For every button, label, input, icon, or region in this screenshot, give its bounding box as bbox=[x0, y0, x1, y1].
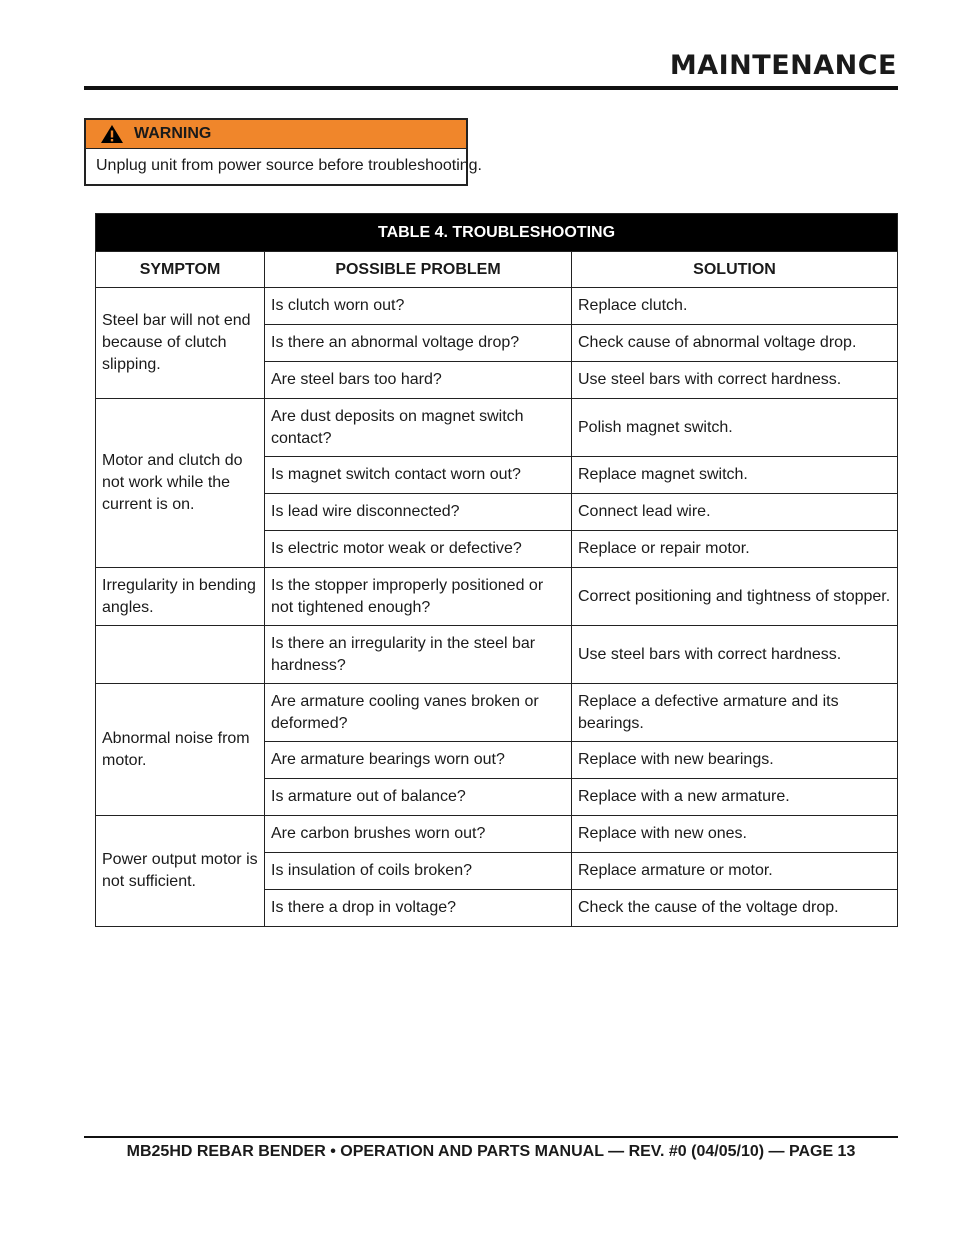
problem-cell: Is clutch worn out? bbox=[265, 288, 572, 325]
problem-cell: Is magnet switch contact worn out? bbox=[265, 457, 572, 494]
solution-cell: Replace magnet switch. bbox=[572, 457, 898, 494]
problem-cell: Is lead wire disconnected? bbox=[265, 494, 572, 531]
title-rule bbox=[84, 86, 898, 90]
problem-cell: Is there an abnormal voltage drop? bbox=[265, 325, 572, 362]
page-title: MAINTENANCE bbox=[669, 50, 897, 81]
problem-cell: Are armature cooling vanes broken or deformed? bbox=[265, 684, 572, 742]
solution-cell: Replace a defective armature and its bearings. bbox=[572, 684, 898, 742]
symptom-cell bbox=[96, 626, 265, 684]
column-header-problem: POSSIBLE PROBLEM bbox=[265, 252, 572, 288]
table-row bbox=[96, 816, 898, 853]
warning-header bbox=[86, 120, 466, 149]
column-header-solution: SOLUTION bbox=[572, 252, 898, 288]
solution-cell: Replace with new ones. bbox=[572, 816, 898, 853]
solution-cell: Correct positioning and tightness of stopper. bbox=[572, 568, 898, 626]
solution-cell: Replace or repair motor. bbox=[572, 531, 898, 568]
solution-cell: Replace with a new armature. bbox=[572, 779, 898, 816]
troubleshooting-table bbox=[95, 213, 898, 927]
symptom-cell: Power output motor is not sufficient. bbox=[96, 816, 265, 927]
footer-rule bbox=[84, 1136, 898, 1138]
solution-cell: Polish magnet switch. bbox=[572, 399, 898, 457]
symptom-cell: Motor and clutch do not work while the current is on. bbox=[96, 399, 265, 568]
table-row bbox=[96, 568, 898, 626]
table-row bbox=[96, 626, 898, 684]
solution-cell: Check cause of abnormal voltage drop. bbox=[572, 325, 898, 362]
problem-cell: Is the stopper improperly positioned or not tightened enough? bbox=[265, 568, 572, 626]
problem-cell: Is there an irregularity in the steel bar hardness? bbox=[265, 626, 572, 684]
solution-cell: Use steel bars with correct hardness. bbox=[572, 626, 898, 684]
warning-text: Unplug unit from power source before troubleshooting. bbox=[96, 157, 482, 174]
solution-cell: Connect lead wire. bbox=[572, 494, 898, 531]
solution-cell: Replace armature or motor. bbox=[572, 853, 898, 890]
table-row bbox=[96, 684, 898, 742]
symptom-cell: Steel bar will not end because of clutch slipping. bbox=[96, 288, 265, 399]
warning-triangle-icon bbox=[100, 124, 124, 144]
symptom-cell: Abnormal noise from motor. bbox=[96, 684, 265, 816]
problem-cell: Is there a drop in voltage? bbox=[265, 890, 572, 927]
page-footer: MB25HD REBAR BENDER • OPERATION AND PARTS MANUAL — REV. #0 (04/05/10) — PAGE 13 bbox=[126, 1143, 856, 1160]
table-row bbox=[96, 288, 898, 325]
solution-cell: Check the cause of the voltage drop. bbox=[572, 890, 898, 927]
problem-cell: Are steel bars too hard? bbox=[265, 362, 572, 399]
solution-cell: Use steel bars with correct hardness. bbox=[572, 362, 898, 399]
problem-cell: Is armature out of balance? bbox=[265, 779, 572, 816]
symptom-cell: Irregularity in bending angles. bbox=[96, 568, 265, 626]
solution-cell: Replace clutch. bbox=[572, 288, 898, 325]
column-header-symptom: SYMPTOM bbox=[96, 252, 265, 288]
problem-cell: Are carbon brushes worn out? bbox=[265, 816, 572, 853]
warning-label: WARNING bbox=[134, 125, 212, 142]
problem-cell: Is electric motor weak or defective? bbox=[265, 531, 572, 568]
solution-cell: Replace with new bearings. bbox=[572, 742, 898, 779]
warning-box bbox=[84, 118, 482, 186]
problem-cell: Is insulation of coils broken? bbox=[265, 853, 572, 890]
table-caption: TABLE 4. TROUBLESHOOTING bbox=[96, 214, 898, 252]
table-row bbox=[96, 399, 898, 457]
problem-cell: Are dust deposits on magnet switch contact? bbox=[265, 399, 572, 457]
problem-cell: Are armature bearings worn out? bbox=[265, 742, 572, 779]
